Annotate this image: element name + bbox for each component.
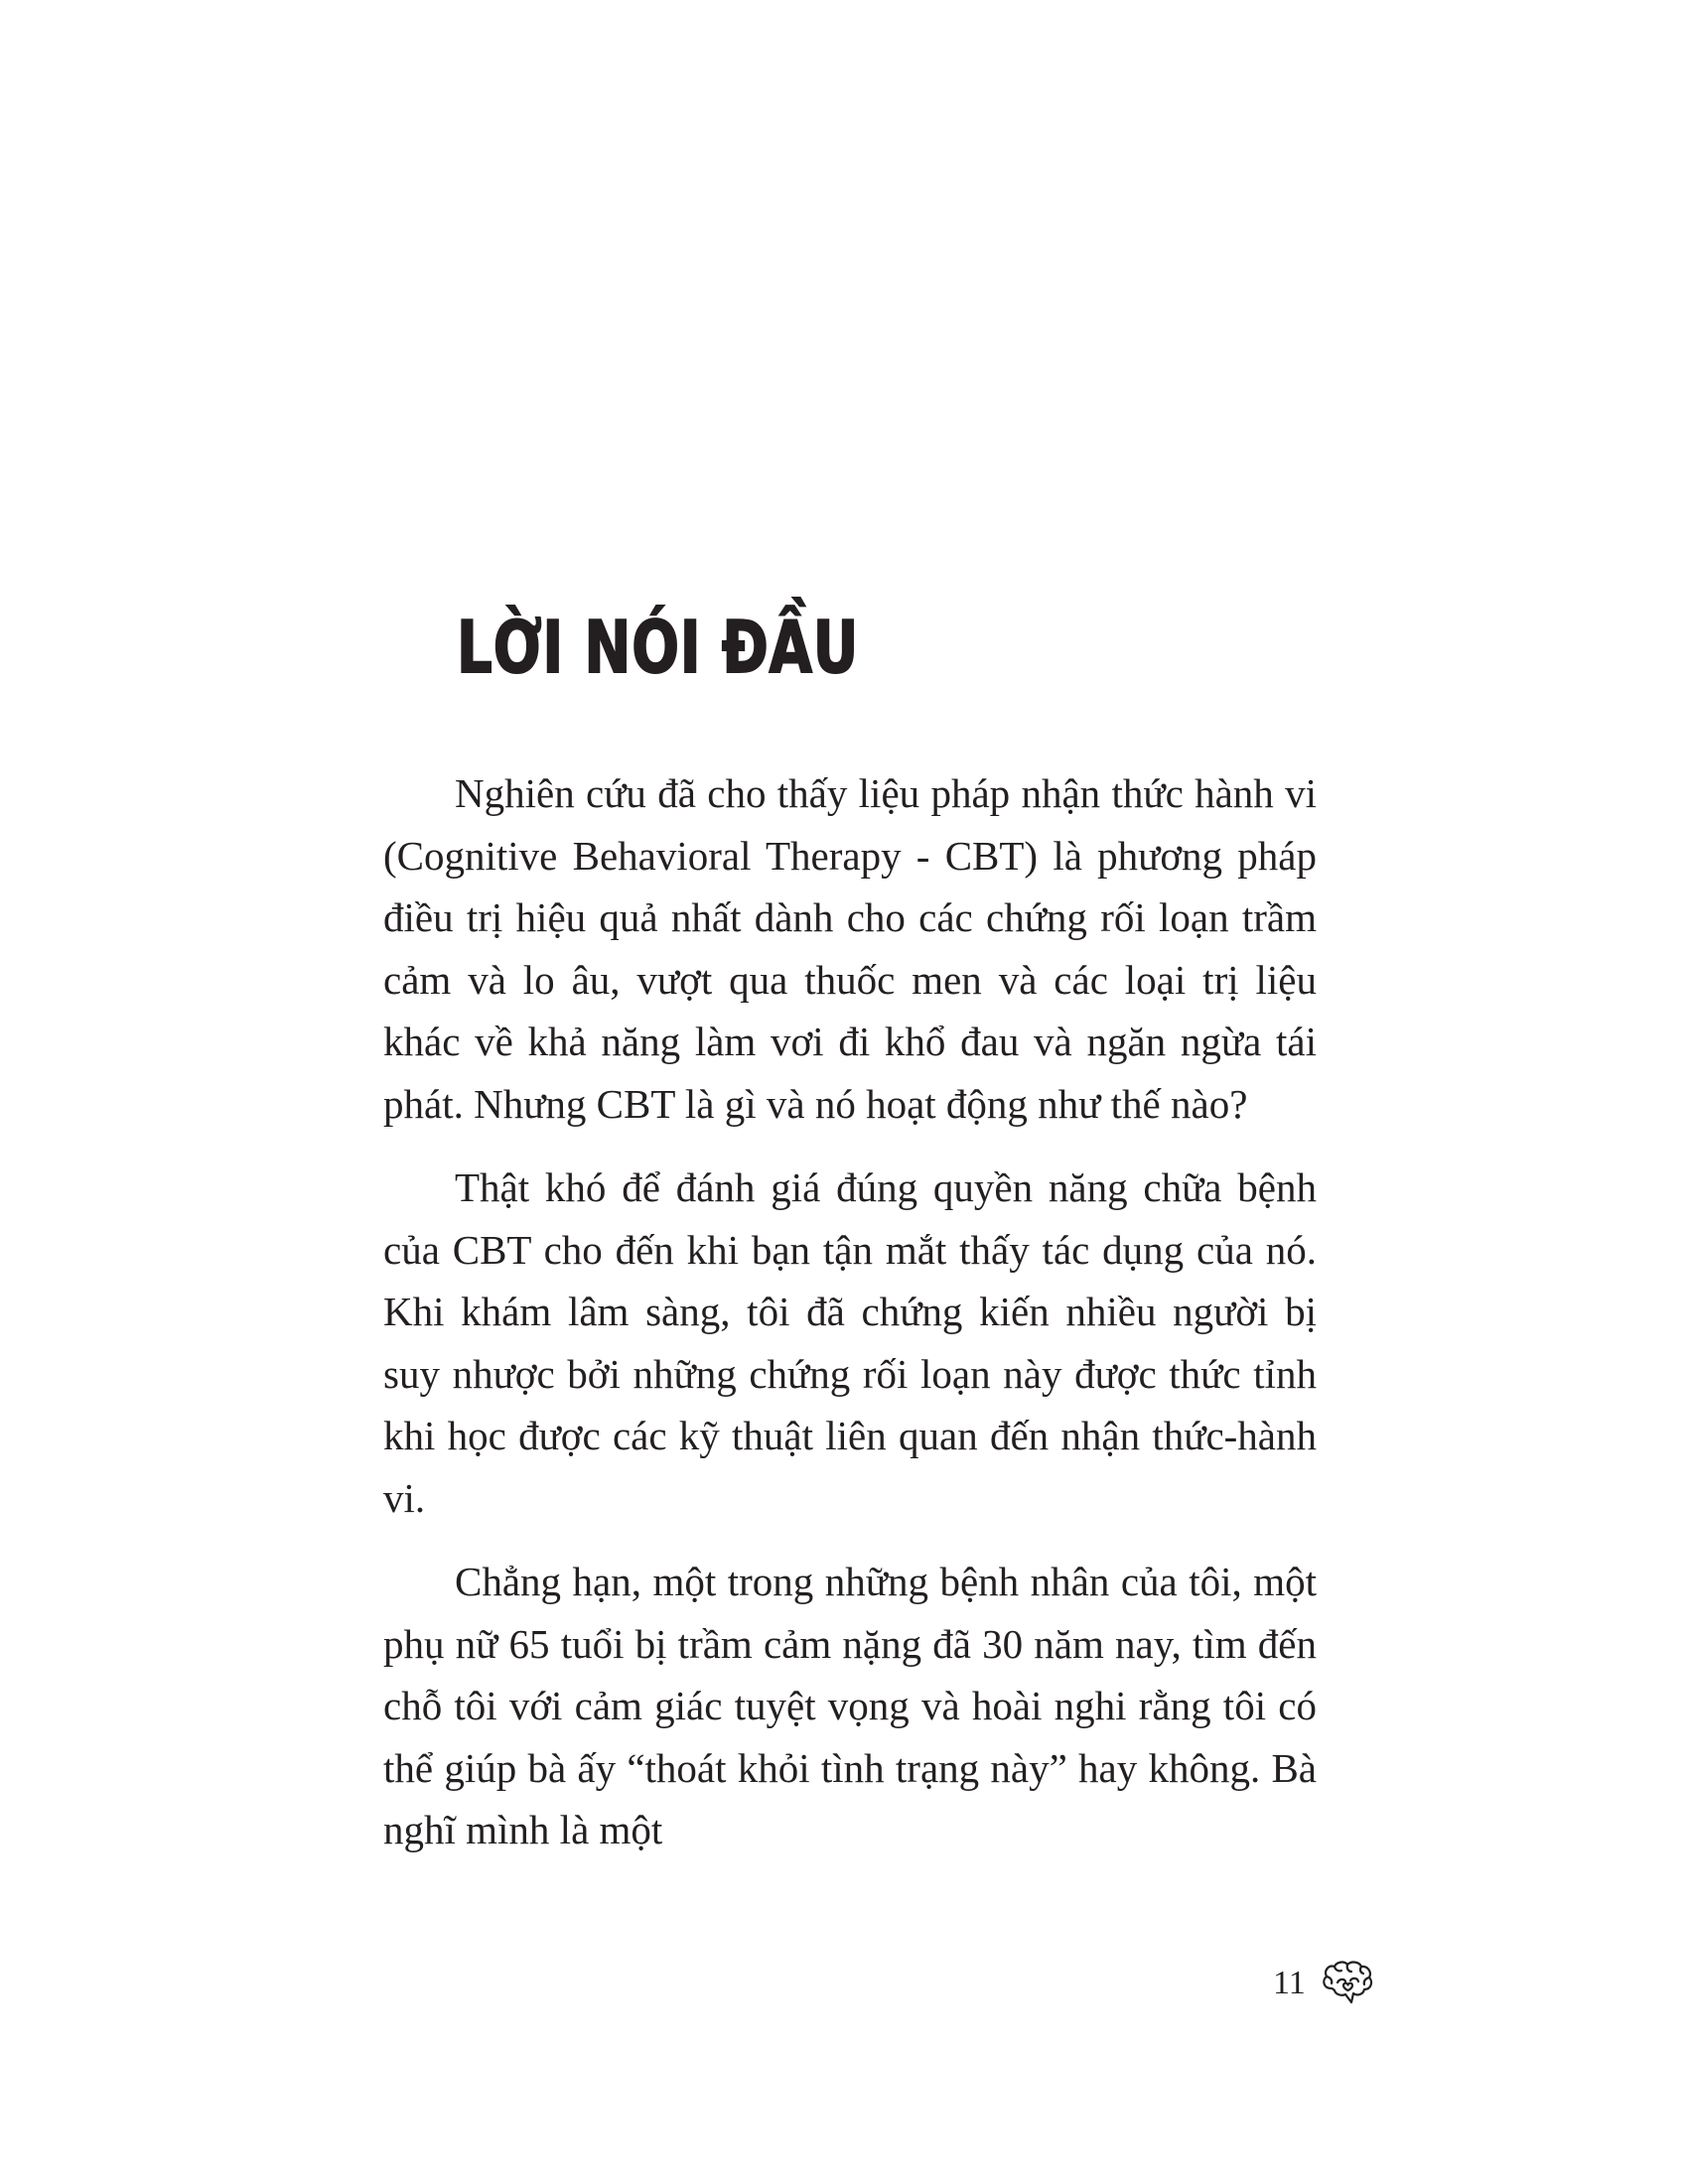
page-footer [1273,1954,1375,2013]
body-text [383,762,1317,1883]
page-number: 11 [1273,1965,1306,2001]
paragraph: Thật khó để đánh giá đúng quyền năng chữa bệnh của CBT cho đến khi bạn tận mắt thấy tác dụng của nó. Khi khám lâm sàng, tôi đã chứng kiến nhiều người bị suy nhược bởi những chứng rối loạn này được thức tỉnh khi học được các kỹ thuật liên quan đến nhận thức-hành vi. [383,1164,1317,1521]
paragraph: Chẳng hạn, một trong những bệnh nhân của tôi, một phụ nữ 65 tuổi bị trầm cảm nặng đã 30 năm nay, tìm đến chỗ tôi với cảm giác tuyệt vọng và hoài nghi rằng tôi có thể giúp bà ấy “thoát khỏi tình trạng này” hay không. Bà nghĩ mình là một [383,1559,1317,1852]
paragraph: Nghiên cứu đã cho thấy liệu pháp nhận thức hành vi (Cognitive Behavioral Therapy - CBT) là phương pháp điều trị hiệu quả nhất dành cho các chứng rối loạn trầm cảm và lo âu, vượt qua thuốc men và các loại trị liệu khác về khả năng làm vơi đi khổ đau và ngăn ngừa tái phát. Nhưng CBT là gì và nó hoạt động như thế nào? [383,770,1317,1127]
brain-icon [1318,1959,1375,2008]
chapter-title: LỜI NÓI ĐẦU [457,606,860,689]
